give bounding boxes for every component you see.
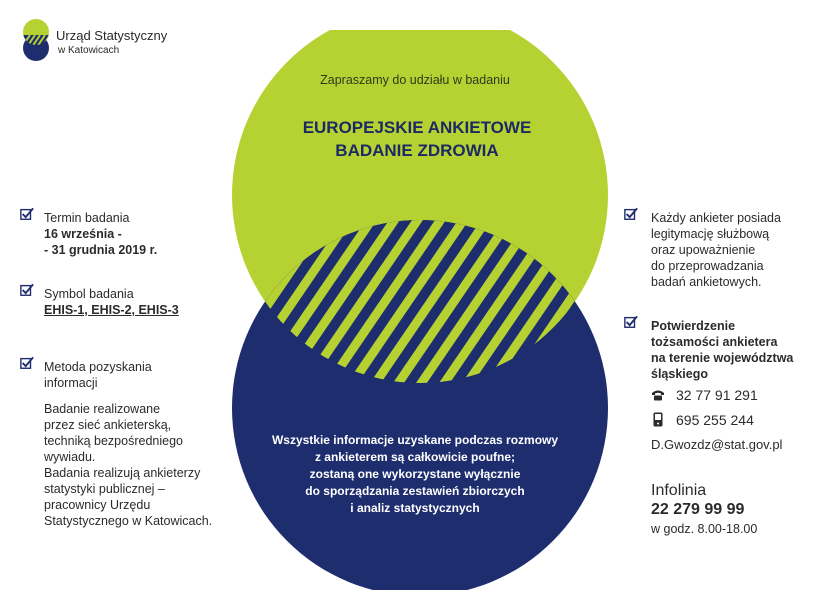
survey-title xyxy=(262,116,572,162)
infolinia-hours: w godz. 8.00-18.00 xyxy=(651,522,758,536)
symbol-value: EHIS-1, EHIS-2, EHIS-3 xyxy=(44,303,179,317)
method-desc-line: Statystycznego w Katowicach. xyxy=(44,514,213,528)
legit-line: do przeprowadzania xyxy=(651,259,764,273)
phone-icon xyxy=(651,389,665,401)
term-end: - 31 grudnia 2019 r. xyxy=(44,243,158,257)
confidentiality-text xyxy=(250,432,580,517)
invite-text: Zapraszamy do udziału w badaniu xyxy=(320,73,510,87)
method-desc-line: przez sieć ankieterską, xyxy=(44,418,172,432)
survey-title-line1: EUROPEJSKIE ANKIETOWE xyxy=(302,118,532,137)
infolinia-label: Infolinia xyxy=(651,482,707,499)
verification-block xyxy=(651,318,793,382)
method-desc-line: pracownicy Urzędu xyxy=(44,498,151,512)
term-block xyxy=(44,210,157,258)
checkbox-checked-icon xyxy=(624,207,638,221)
legit-line: badań ankietowych. xyxy=(651,275,762,289)
verify-line: Potwierdzenie xyxy=(651,319,736,333)
mobile-phone-icon xyxy=(653,412,663,427)
checkbox-checked-icon xyxy=(20,283,34,297)
verify-line: na terenie województwa xyxy=(651,351,794,365)
method-desc-line: Badanie realizowane xyxy=(44,402,161,416)
confidential-line: do sporządzania zestawień zbiorczych xyxy=(305,484,525,498)
symbol-label: Symbol badania xyxy=(44,287,134,301)
mobile-number[interactable]: 695 255 244 xyxy=(676,412,754,428)
confidential-line: z ankieterem są całkowicie poufne; xyxy=(314,450,516,464)
method-description xyxy=(44,401,212,529)
term-start: 16 września - xyxy=(44,227,122,241)
logo-text xyxy=(56,28,167,58)
checkbox-checked-icon xyxy=(20,356,34,370)
method-label: Metoda pozyskania xyxy=(44,360,152,374)
legitimation-block xyxy=(651,210,781,290)
confidential-line: Wszystkie informacje uzyskane podczas rozmowy xyxy=(271,433,559,447)
email-link[interactable]: D.Gwozdz@stat.gov.pl xyxy=(651,437,783,452)
checkbox-checked-icon xyxy=(624,315,638,329)
verify-line: tożsamości ankietera xyxy=(651,335,778,349)
survey-title-line2: BADANIE ZDROWIA xyxy=(335,141,499,160)
legit-line: legitymację służbową xyxy=(651,227,770,241)
method-label: informacji xyxy=(44,376,98,390)
legit-line: Każdy ankieter posiada xyxy=(651,211,781,225)
method-block xyxy=(44,359,152,391)
verify-line: śląskiego xyxy=(651,367,708,381)
confidential-line: zostaną one wykorzystane wyłącznie xyxy=(309,467,521,481)
method-desc-line: techniką bezpośredniego xyxy=(44,434,183,448)
phone-number[interactable]: 32 77 91 291 xyxy=(676,387,758,403)
checkbox-checked-icon xyxy=(20,207,34,221)
symbol-block xyxy=(44,286,179,318)
method-desc-line: statystyki publicznej – xyxy=(44,482,165,496)
logo-line1: Urząd Statystyczny xyxy=(56,28,168,43)
logo-mark xyxy=(18,18,54,62)
confidential-line: i analiz statystycznych xyxy=(350,501,480,515)
logo-line2: w Katowicach xyxy=(58,45,120,56)
method-desc-line: Badania realizują ankieterzy xyxy=(44,466,201,480)
legit-line: oraz upoważnienie xyxy=(651,243,756,257)
infolinia-number[interactable]: 22 279 99 99 xyxy=(651,501,745,518)
method-desc-line: wywiadu. xyxy=(44,450,96,464)
term-label: Termin badania xyxy=(44,211,130,225)
